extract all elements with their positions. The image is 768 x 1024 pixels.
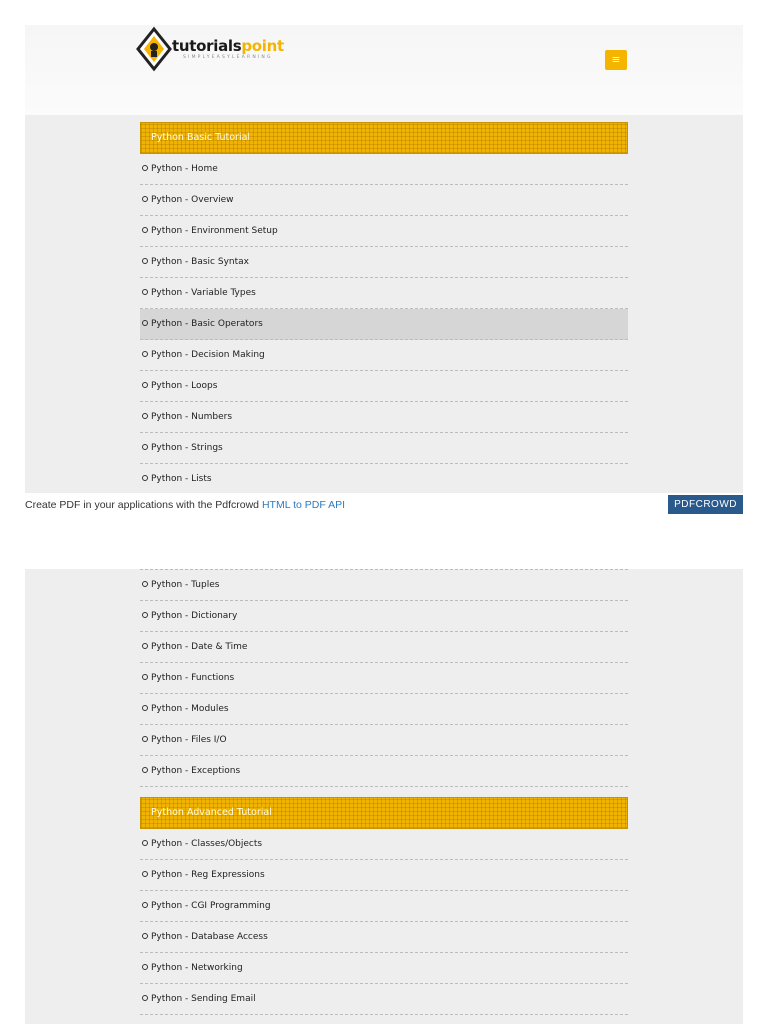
advanced-items — [140, 829, 628, 1015]
list-item-label: Python - Exceptions — [151, 766, 241, 776]
bullet-icon — [142, 320, 148, 326]
list-item-label: Python - Classes/Objects — [151, 839, 263, 849]
sidebar-panel-page-1 — [25, 115, 743, 493]
bullet-icon — [142, 933, 148, 939]
section-header-basic: Python Basic Tutorial — [140, 122, 628, 154]
list-item-label: Python - Reg Expressions — [151, 870, 265, 880]
list-item[interactable] — [140, 953, 628, 984]
list-item[interactable] — [140, 371, 628, 402]
bullet-icon — [142, 351, 148, 357]
bullet-icon — [142, 871, 148, 877]
bullet-icon — [142, 196, 148, 202]
site-header — [25, 25, 743, 115]
list-item[interactable] — [140, 278, 628, 309]
logo-text-point: point — [241, 37, 284, 55]
continued-items — [140, 570, 628, 787]
basic-items — [140, 154, 628, 493]
bullet-icon — [142, 289, 148, 295]
hamburger-menu-icon: ≡ — [611, 53, 621, 66]
list-item[interactable] — [140, 433, 628, 464]
bullet-icon — [142, 643, 148, 649]
bullet-icon — [142, 413, 148, 419]
list-item-label: Python - Date & Time — [151, 642, 248, 652]
list-item[interactable] — [140, 216, 628, 247]
list-item[interactable] — [140, 185, 628, 216]
list-item-label: Python - Tuples — [151, 580, 220, 590]
list-item-label: Python - Numbers — [151, 412, 233, 422]
list-item-label: Python - Files I/O — [151, 735, 227, 745]
tutorialspoint-logo[interactable] — [136, 25, 316, 75]
sidebar-panel-page-2 — [25, 569, 743, 1024]
list-item-label: Python - Home — [151, 164, 218, 174]
bullet-icon — [142, 612, 148, 618]
bullet-icon — [142, 705, 148, 711]
list-item[interactable] — [140, 756, 628, 787]
list-item-label: Python - Decision Making — [151, 350, 265, 360]
list-item-label: Python - Functions — [151, 673, 235, 683]
bullet-icon — [142, 767, 148, 773]
list-item[interactable] — [140, 601, 628, 632]
list-item-label: Python - Strings — [151, 443, 223, 453]
list-item-label: Python - Loops — [151, 381, 218, 391]
list-item[interactable] — [140, 632, 628, 663]
list-item-label: Python - CGI Programming — [151, 901, 271, 911]
list-item-label: Python - Networking — [151, 963, 243, 973]
bullet-icon — [142, 964, 148, 970]
list-item[interactable] — [140, 340, 628, 371]
list-item[interactable] — [140, 402, 628, 433]
hamburger-menu-button[interactable] — [605, 50, 627, 70]
list-item[interactable] — [140, 860, 628, 891]
logo-text-tutorials: tutorials — [172, 37, 242, 55]
tutorial-list-basic — [140, 122, 628, 493]
list-item[interactable] — [140, 570, 628, 601]
bullet-icon — [142, 165, 148, 171]
list-item-label: Python - Environment Setup — [151, 226, 278, 236]
tutorial-list-continued — [140, 569, 628, 1015]
list-item-label: Python - Lists — [151, 474, 212, 484]
list-item-label: Python - Modules — [151, 704, 229, 714]
list-item[interactable] — [140, 663, 628, 694]
list-item-label: Python - Basic Syntax — [151, 257, 249, 267]
bullet-icon — [142, 258, 148, 264]
bullet-icon — [142, 840, 148, 846]
bullet-icon — [142, 995, 148, 1001]
pdfcrowd-footer — [25, 495, 743, 515]
logo-wordmark — [172, 37, 284, 55]
pdfcrowd-link[interactable]: HTML to PDF API — [261, 499, 345, 511]
list-item-label: Python - Dictionary — [151, 611, 238, 621]
list-item-label: Python - Sending Email — [151, 994, 256, 1004]
list-item-label: Python - Basic Operators — [151, 319, 263, 329]
logo-diamond-icon — [136, 25, 176, 75]
list-item[interactable] — [140, 247, 628, 278]
logo-tagline: SIMPLYEASYLEARNING — [183, 55, 273, 60]
pdfcrowd-text: Create PDF in your applications with the Pdfcrowd — [25, 499, 262, 511]
section-gap — [140, 787, 628, 797]
pdfcrowd-badge[interactable]: PDFCROWD — [668, 495, 743, 514]
list-item-label: Python - Variable Types — [151, 288, 256, 298]
bullet-icon — [142, 475, 148, 481]
list-item[interactable] — [140, 829, 628, 860]
section-header-advanced: Python Advanced Tutorial — [140, 797, 628, 829]
bullet-icon — [142, 444, 148, 450]
list-item[interactable] — [140, 694, 628, 725]
list-item[interactable] — [140, 922, 628, 953]
list-item[interactable] — [140, 154, 628, 185]
list-item[interactable] — [140, 309, 628, 340]
bullet-icon — [142, 382, 148, 388]
list-item[interactable] — [140, 464, 628, 493]
bullet-icon — [142, 902, 148, 908]
list-item[interactable] — [140, 891, 628, 922]
bullet-icon — [142, 581, 148, 587]
bullet-icon — [142, 674, 148, 680]
list-item[interactable] — [140, 984, 628, 1015]
bullet-icon — [142, 227, 148, 233]
list-item[interactable] — [140, 725, 628, 756]
bullet-icon — [142, 736, 148, 742]
list-item-label: Python - Database Access — [151, 932, 268, 942]
list-item-label: Python - Overview — [151, 195, 234, 205]
